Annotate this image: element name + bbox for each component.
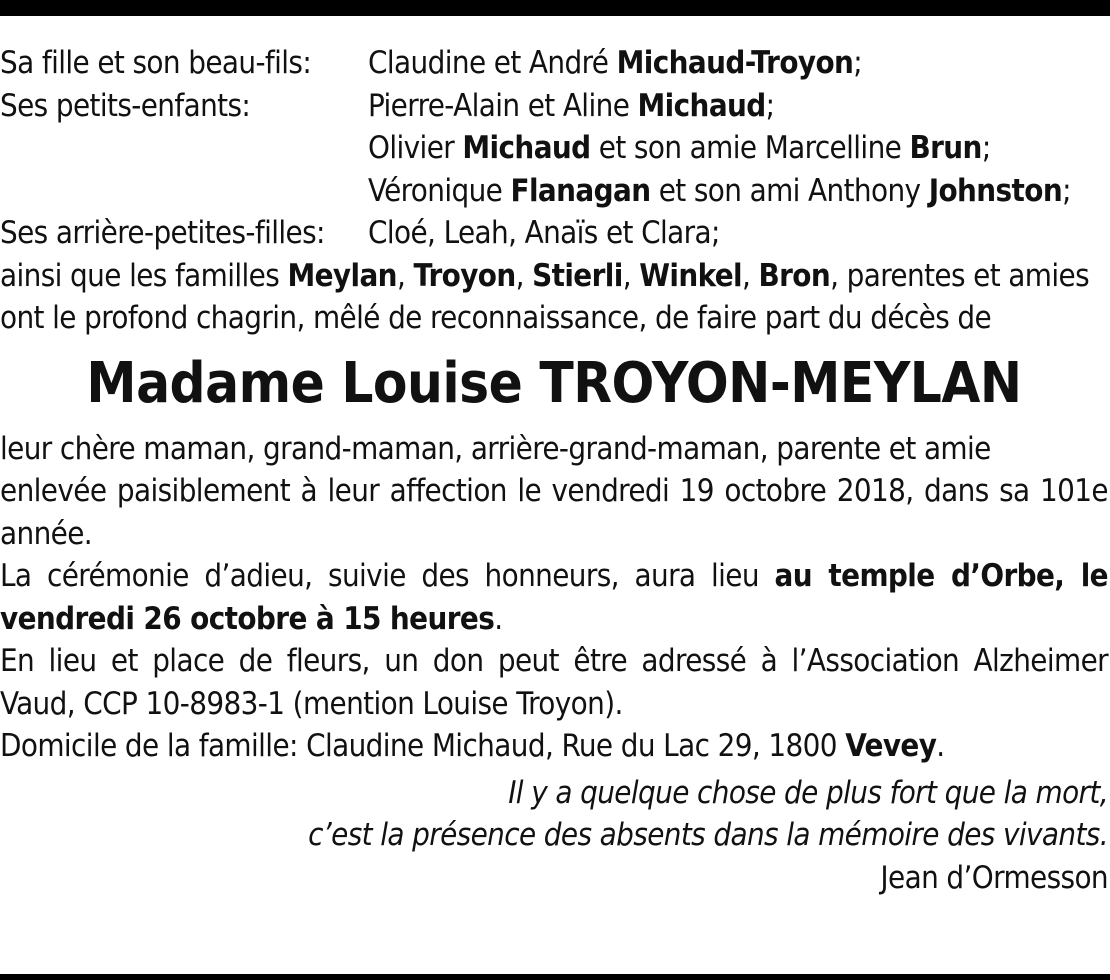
domicile-prefix: Domicile de la famille: Claudine Michaud, Rue du Lac 29, 1800 <box>0 728 846 764</box>
relative-names <box>368 42 1108 85</box>
name-text: ; <box>765 87 775 124</box>
domicile-suffix: . <box>936 728 945 764</box>
relation-label <box>0 127 368 170</box>
name-text: Pierre-Alain et Aline <box>368 87 638 124</box>
relation-label: Ses arrière-petites-filles: <box>0 215 325 251</box>
family-list <box>0 42 1108 255</box>
domicile-city: Vevey <box>845 728 937 764</box>
family-surname: Troyon <box>413 257 516 294</box>
family-surname: Stierli <box>532 257 623 294</box>
relation-label: Sa fille et son beau-fils: <box>0 45 312 81</box>
family-surname: Winkel <box>639 257 742 294</box>
family-surname: Bron <box>758 257 831 294</box>
family-row <box>0 42 1108 85</box>
family-row <box>0 85 1108 128</box>
name-text: et son ami Anthony <box>650 172 929 209</box>
name-text: Olivier <box>368 130 463 166</box>
surname: Johnston <box>928 172 1063 209</box>
family-surname: Meylan <box>287 257 397 294</box>
name-text: Claudine et André <box>368 45 617 81</box>
relation-label: Ses petits-enfants: <box>0 87 251 124</box>
relative-names <box>368 170 1108 213</box>
name-text: ; <box>1062 172 1071 209</box>
families-line: ainsi que les familles Meylan, Troyon, Stierli, Winkel, Bron, parentes et amies <box>0 257 1090 294</box>
name-text: ; <box>981 130 991 166</box>
name-text: Cloé, Leah, Anaïs et Clara; <box>368 215 720 251</box>
family-row <box>0 170 1108 213</box>
families-prefix: ainsi que les familles <box>0 257 288 294</box>
name-text: Véronique <box>368 172 511 209</box>
ceremony-suffix: . <box>494 600 503 637</box>
body-line-1: leur chère maman, grand-maman, arrière-grand-maman, parente et amie <box>0 430 991 467</box>
family-row <box>0 212 1108 255</box>
surname: Brun <box>909 130 982 166</box>
announcement-text: ont le profond chagrin, mêlé de reconnaissance, de faire part du décès de <box>0 300 992 336</box>
surname: Michaud <box>462 130 591 166</box>
ceremony-prefix: La cérémonie d’adieu, suivie des honneurs, aura lieu <box>0 558 775 594</box>
ceremony-details: au temple d’Orbe, le vendredi 26 octobre à 15 heures <box>0 558 1108 637</box>
top-rule <box>0 0 1110 16</box>
deceased-name: Madame Louise TROYON-MEYLAN <box>86 350 1022 416</box>
family-row <box>0 127 1108 170</box>
donation-text: En lieu et place de fleurs, un don peut être adressé à l’Association Alzheimer Vaud, CCP 10-8983-1 (mention Louise Troyon). <box>0 643 1108 722</box>
name-text: ; <box>853 45 863 81</box>
ceremony-text <box>0 555 1108 640</box>
surname: Flanagan <box>510 172 651 209</box>
domicile-text <box>0 725 1108 768</box>
body-line-2: enlevée paisiblement à leur affection le vendredi 19 octobre 2018, dans sa 101e année. <box>0 473 1108 552</box>
relation-label <box>0 170 368 213</box>
surname: Michaud <box>637 87 766 124</box>
quote-author: Jean d’Ormesson <box>880 859 1108 896</box>
relative-names <box>368 127 1108 170</box>
families-suffix: , parentes et amies <box>830 257 1090 294</box>
quote-line-1: Il y a quelque chose de plus fort que la mort, <box>508 774 1108 811</box>
surname: Michaud-Troyon <box>616 45 854 81</box>
quote-line-2: c’est la présence des absents dans la mémoire des vivants. <box>308 817 1108 853</box>
relative-names <box>368 85 1108 128</box>
obituary-notice <box>0 42 1108 899</box>
bottom-rule <box>0 974 1110 980</box>
relative-names <box>368 212 1108 255</box>
name-text: et son amie Marcelline <box>590 130 910 166</box>
